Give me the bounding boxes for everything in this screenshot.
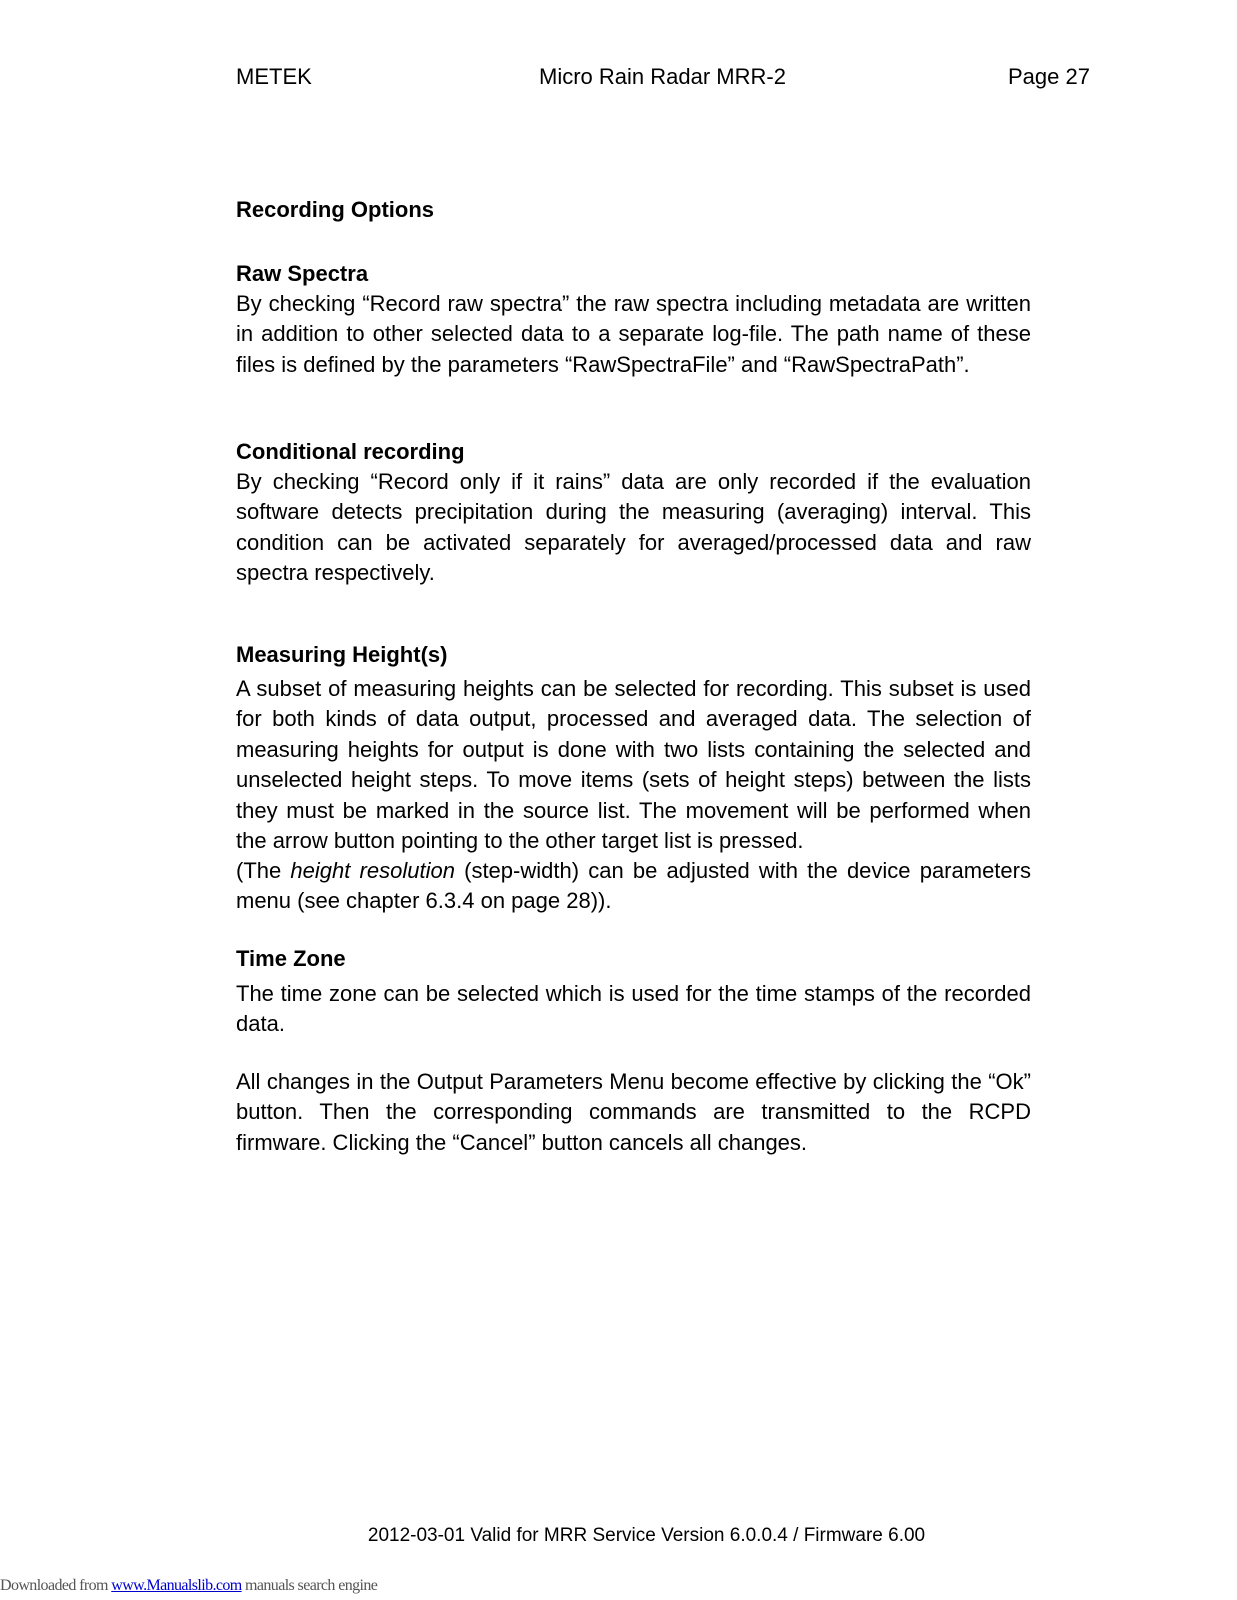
header-company: METEK <box>236 64 312 89</box>
time-zone-paragraph: The time zone can be selected which is used for the time stamps of the recorded data. <box>236 981 1031 1037</box>
header-page-number: Page 27 <box>1008 64 1090 89</box>
time-zone-heading: Time Zone <box>236 946 346 971</box>
download-suffix: manuals search engine <box>241 1577 378 1594</box>
download-prefix: Downloaded from <box>0 1577 112 1594</box>
footer-text: 2012-03-01 Valid for MRR Service Version 6.0.0.4 / Firmware 6.00 <box>367 1525 926 1546</box>
header-title: Micro Rain Radar MRR-2 <box>539 64 786 89</box>
measuring-heights-paragraph: A subset of measuring heights can be selected for recording. This subset is used for both kinds of data output, processed and averaged data. The selection of measuring heights for output is done with two lists containing the selected and unselected height steps. To move items (sets of height steps) between the lists they must be marked in the source list. The movement will be performed when the arrow button pointing to the other target list is pressed. <box>236 676 1031 854</box>
note-suffix: (step-width) can be adjusted with the device parameters menu (see chapter 6.3.4 on page 28)). <box>236 858 1031 914</box>
height-resolution-note <box>236 856 1031 917</box>
changes-paragraph: All changes in the Output Parameters Menu become effective by clicking the “Ok” button. Then the corresponding commands are transmitted to the RCPD firmware. Clicking the “Cancel” button cancels all changes. <box>236 1069 1031 1155</box>
manualslib-link[interactable]: www.Manualslib.com <box>111 1577 242 1594</box>
conditional-recording-paragraph: By checking “Record only if it rains” data are only recorded if the evaluation software detects precipitation during the measuring (averaging) interval. This condition can be activated separately for averaged/processed data and raw spectra respectively. <box>236 469 1031 586</box>
height-resolution-term: height resolution <box>290 858 455 883</box>
measuring-heights-heading: Measuring Height(s) <box>236 642 448 667</box>
page-footer <box>0 1525 1237 1547</box>
section-title: Recording Options <box>236 197 434 222</box>
raw-spectra-paragraph: By checking “Record raw spectra” the raw spectra including metadata are written in addition to other selected data to a separate log-file. The path name of these files is defined by the parameters “RawSpectraFile” and “RawSpectraPath”. <box>236 291 1031 377</box>
raw-spectra-heading: Raw Spectra <box>236 261 369 286</box>
conditional-recording-heading: Conditional recording <box>236 439 465 464</box>
download-notice <box>0 1577 377 1595</box>
note-prefix: (The <box>236 858 291 883</box>
